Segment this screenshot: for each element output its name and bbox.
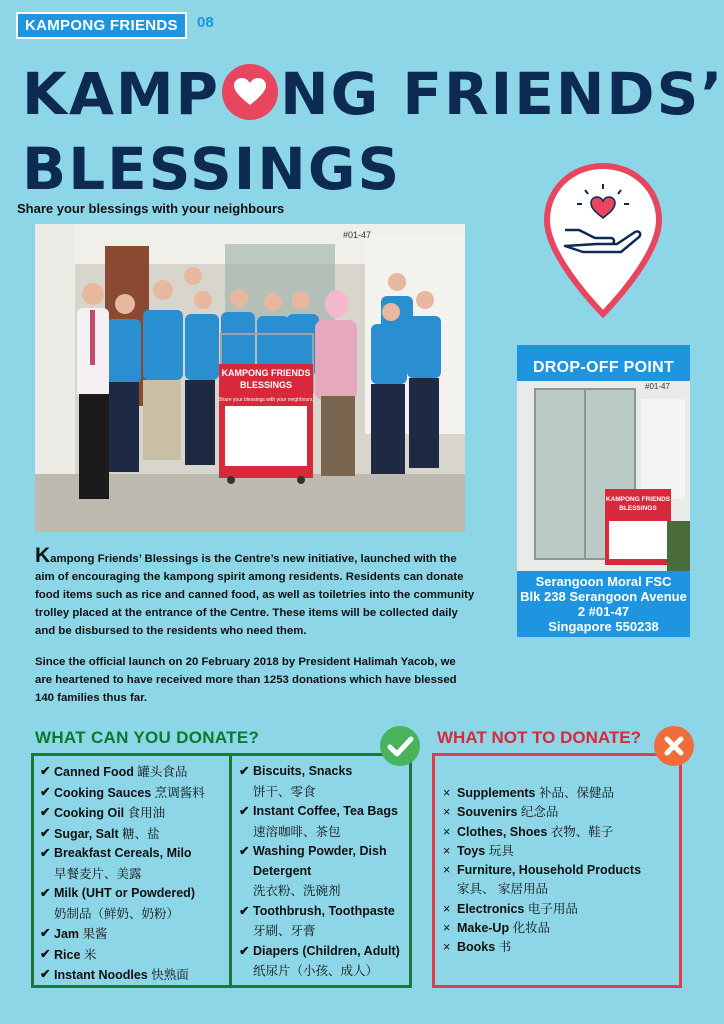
check-icon: ✔ [239,844,250,858]
address-line: 2 #01-47 [577,604,630,619]
intro-paragraph [35,545,475,640]
x-mark-icon: × [443,863,451,878]
x-mark-icon: × [443,940,451,955]
donate-item: ✔ Instant Noodles 快熟面 [40,965,226,986]
check-icon: ✔ [40,926,51,940]
column-divider [229,756,232,985]
red-x-badge-icon [654,726,694,766]
section-tag [16,12,187,39]
green-check-badge-icon [380,726,420,766]
donate-item: ✔ Washing Powder, Dish Detergent 洗衣粉、洗碗剂 [239,844,387,898]
section-tag-label: KAMPONG FRIENDS [18,14,185,37]
donate-item: ✔ Breakfast Cereals, Milo 早餐麦片、美露 [40,846,192,881]
donate-item: ✔ Toothbrush, Toothpaste 牙刷、牙膏 [239,903,395,938]
check-icon: ✔ [40,967,51,981]
address-line: Serangoon Moral FSC [535,574,672,589]
page-title-line1 [22,60,724,128]
donate-item: ✔ Instant Coffee, Tea Bags 速溶咖啡、茶包 [239,804,398,839]
dropoff-title: DROP-OFF POINT [532,359,675,376]
x-mark-icon: × [443,805,451,820]
group-photo-illustration [35,224,465,532]
check-icon: ✔ [40,946,51,961]
donate-item: ✔ Cooking Sauces 烹调酱料 [40,783,226,804]
address-line: Singapore 550238 [548,619,659,634]
x-mark-icon: × [443,921,451,936]
not-donate-heading: WHAT NOT TO DONATE? [437,728,641,747]
donate-item: ✔ Jam 果酱 [40,924,226,945]
x-mark-icon: × [443,843,451,858]
check-icon: ✔ [40,805,51,819]
check-icon: ✔ [239,804,250,818]
drop-cap: K [35,544,51,567]
subtitle: Share your blessings with your neighbours [17,201,285,216]
check-icon: ✔ [239,764,250,778]
dropoff-sign-title-1: KAMPONG FRIENDS [605,496,671,503]
title-part-1: KAMP [22,60,221,128]
dropoff-address [517,574,690,634]
intro-paragraph-text: ampong Friends’ Blessings is the Centre’s new initiative, launched with the aim of encouraging the kampong spirit among residents. Residents can donate food items such as rice and canned food, as well as toiletries into the community trolley placed at the entrance of the Centre. These items will be collected daily and be disbursed to the residents who need them. [35,553,475,637]
heart-o-icon [222,64,278,120]
donate-item: ✔ Canned Food 罐头食品 [40,762,226,783]
group-photo [35,224,465,532]
donate-list-left [40,762,226,986]
not-donate-item: × Make-Up 化妆品 [443,919,641,938]
check-icon: ✔ [239,943,250,958]
location-pin-heart-hand-icon [543,162,663,318]
not-donate-item: × Electronics 电子用品 [443,900,641,919]
check-icon: ✔ [40,825,51,840]
not-donate-item: × Books 书 [443,938,641,957]
check-icon: ✔ [40,886,51,900]
not-donate-item: × Toys 玩具 [443,842,641,861]
donate-item: ✔ Sugar, Salt 糖、盐 [40,824,226,845]
launch-paragraph: Since the official launch on 20 February 2018 by President Halimah Yacob, we are heartened to have received more than 1253 donations which have blessed 140 families thus far. [35,656,457,704]
not-donate-item: × Furniture, Household Products 家具、 家居用品 [443,863,642,897]
trolley-sign-title-1: KAMPONG FRIENDS [221,368,311,378]
not-donate-item: × Souvenirs 纪念品 [443,803,641,822]
donate-box [31,753,412,988]
donate-item: ✔ Rice 米 [40,945,226,966]
not-donate-item: × Supplements 补品、保健品 [443,784,641,803]
donate-item: ✔ Milk (UHT or Powdered) 奶制品（鲜奶、奶粉） [40,886,195,921]
check-icon: ✔ [239,903,250,918]
page-title-line2: BLESSINGS [22,135,402,203]
dropoff-photo-illustration [517,381,690,571]
address-line: Blk 238 Serangoon Avenue [520,589,687,604]
x-mark-icon: × [443,786,451,800]
dropoff-unit-number: #01-47 [645,382,670,391]
page-number: 08 [197,14,214,31]
donate-list-right [239,762,411,982]
trolley-sign-title-2: BLESSINGS [239,380,293,390]
dropoff-panel [517,345,690,637]
unit-number-sign: #01-47 [343,230,372,240]
not-donate-item: × Clothes, Shoes 衣物、鞋子 [443,823,641,842]
check-icon: ✔ [40,764,51,778]
x-mark-icon: × [443,901,451,916]
check-icon: ✔ [40,846,51,860]
dropoff-sign-title-2: BLESSINGS [619,505,657,512]
dropoff-photo [517,381,690,571]
title-part-2: NG FRIENDS’ [280,60,724,128]
not-donate-box [432,753,682,988]
donate-item: ✔ Cooking Oil 食用油 [40,803,226,824]
not-donate-list [443,784,641,958]
x-mark-icon: × [443,824,451,839]
trolley-sign-subtitle: Share your blessings with your neighbours. [218,397,314,403]
donate-item: ✔ Biscuits, Snacks 饼干、零食 [239,764,353,799]
donate-item: ✔ Diapers (Children, Adult) 纸尿片（小孩、成人） [239,943,400,978]
check-icon: ✔ [40,784,51,799]
donate-heading: WHAT CAN YOU DONATE? [35,728,260,747]
